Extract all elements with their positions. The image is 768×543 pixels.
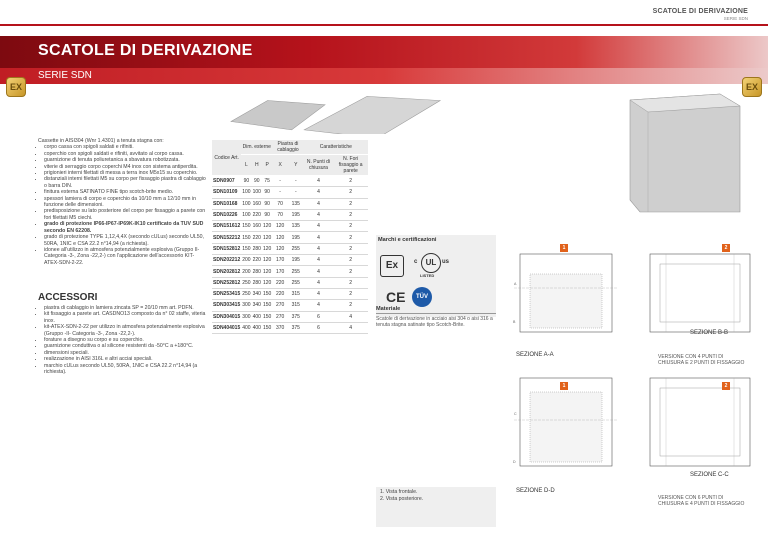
table-cell: 4	[304, 187, 334, 198]
table-cell: 90	[262, 187, 272, 198]
table-cell: 200	[241, 266, 251, 277]
table-cell: 4	[304, 300, 334, 311]
ul-us-label: us	[442, 259, 450, 265]
table-cell: 4	[333, 311, 368, 322]
accessory-item: • forature a disegno su corpo e su coperchio.	[44, 337, 208, 343]
table-cell: 220	[272, 277, 288, 288]
col-P: P	[262, 155, 272, 176]
table-row	[212, 221, 368, 232]
product-table	[212, 140, 368, 334]
table-cell: 370	[272, 322, 288, 333]
table-cell: 150	[262, 288, 272, 299]
section-cc-label: SEZIONE C-C	[690, 472, 729, 478]
table-cell: 90	[262, 198, 272, 209]
accessories-title: ACCESSORI	[38, 292, 98, 303]
table-row	[212, 176, 368, 187]
table-cell: 135	[288, 221, 304, 232]
table-row	[212, 209, 368, 220]
product-code-cell: SDN404015	[212, 322, 241, 333]
table-cell: 4	[304, 243, 334, 254]
description-item: • coperchio con spigoli saldati e rifiniti, avvitato al corpo cassa.	[44, 151, 208, 157]
table-row	[212, 288, 368, 299]
table-cell: 4	[304, 255, 334, 266]
atex-ex-icon: Ex	[380, 255, 404, 277]
table-cell: 90	[241, 176, 251, 187]
col-X: X	[272, 155, 288, 176]
legend-item-rear: 2. Vista posteriore.	[380, 496, 424, 502]
product-code-cell: SDN10226	[212, 209, 241, 220]
table-cell: 270	[272, 311, 288, 322]
description-item: • grado di protezione IP66-IP67-IP69K-IK10 certificato da TUV SUD secondo EN 62208.	[44, 221, 208, 234]
table-cell: 250	[241, 277, 251, 288]
table-cell: 170	[272, 266, 288, 277]
material-title: Materiale	[376, 306, 496, 314]
table-cell: 150	[262, 300, 272, 311]
table-cell: 120	[262, 232, 272, 243]
table-row	[212, 277, 368, 288]
table-cell: 2	[333, 266, 368, 277]
description-item: • prigionieri interni filettati di messa a terra inox M5x15 su coperchio.	[44, 170, 208, 176]
col-feat: Caratteristiche	[304, 140, 368, 155]
table-cell: 170	[272, 255, 288, 266]
col-H: H	[252, 155, 262, 176]
table-cell: 150	[241, 221, 251, 232]
table-cell: 340	[252, 288, 262, 299]
product-photos	[210, 88, 480, 134]
product-code-cell: SDN152812	[212, 243, 241, 254]
table-row	[212, 187, 368, 198]
table-cell: 75	[262, 176, 272, 187]
view-1b-badge: 1	[560, 382, 568, 390]
table-cell: 135	[288, 198, 304, 209]
certifications-panel	[376, 235, 496, 317]
table-cell: 255	[288, 243, 304, 254]
description-item: • grado di protezione TYPE 1,12,4,4X (secondo cULus) secondo UL50, 50RA, 1NIC e CSA 22.2 n°14,94 (a richiesta).	[44, 234, 208, 247]
view-2-badge: 2	[722, 244, 730, 252]
product-code-cell: SDN202212	[212, 255, 241, 266]
table-cell: 90	[262, 209, 272, 220]
section-dd-label: SEZIONE D-D	[516, 488, 555, 494]
ul-c-label: c	[414, 259, 418, 265]
table-cell: 4	[304, 198, 334, 209]
material-text: Scatole di derivazione in acciaio aisi 304 o aisi 316 a tenuta stagna satinate tipo Scotch-Brite.	[376, 316, 493, 328]
tuv-icon: TÜV	[412, 287, 432, 307]
table-cell: 150	[262, 311, 272, 322]
section-mark-c: C	[514, 412, 517, 416]
accessory-item: • realizzazione in AISI 316L e altri acciai speciali.	[44, 356, 208, 362]
table-cell: 340	[252, 300, 262, 311]
product-code-cell: SDN304015	[212, 311, 241, 322]
product-code-cell: SDN151612	[212, 221, 241, 232]
table-cell: 400	[241, 322, 251, 333]
table-cell: -	[288, 187, 304, 198]
description-item: • corpo cassa con spigoli saldati e rifiniti.	[44, 144, 208, 150]
description-item: • spessori lamiera di corpo e coperchio da 10/10 mm a 12/10 mm in funzione delle dimensioni.	[44, 196, 208, 209]
table-cell: -	[288, 176, 304, 187]
table-cell: 280	[252, 243, 262, 254]
page-subtitle: SERIE SDN	[38, 70, 92, 81]
certifications-title: Marchi e certificazioni	[378, 237, 437, 243]
accessory-item: • dimensioni speciali.	[44, 350, 208, 356]
table-cell: 120	[272, 243, 288, 254]
section-aa-label: SEZIONE A-A	[516, 352, 554, 358]
box-photo-tall	[610, 88, 750, 216]
table-cell: 160	[252, 221, 262, 232]
page-title: SCATOLE DI DERIVAZIONE	[38, 42, 253, 59]
section-bb-label: SEZIONE B-B	[690, 330, 729, 336]
table-cell: 195	[288, 232, 304, 243]
running-header	[653, 8, 748, 21]
table-cell: 6	[304, 322, 334, 333]
table-cell: 220	[252, 209, 262, 220]
accessory-item: • kit fissaggio a parete art. CASDNO13 composto da n° 02 staffe, viteria inox.	[44, 311, 208, 324]
table-cell: 160	[252, 198, 262, 209]
table-cell: 4	[304, 209, 334, 220]
description-item: • distanziali interni filettati M5 su corpo per fissaggio piastra di cablaggio o barra DIN.	[44, 176, 208, 189]
running-subtitle: SERIE SDN	[723, 16, 748, 21]
product-code-cell: SDN202812	[212, 266, 241, 277]
box-photo-small	[231, 101, 325, 130]
table-cell: 315	[288, 288, 304, 299]
table-cell: 6	[304, 311, 334, 322]
table-row	[212, 266, 368, 277]
table-cell: 100	[252, 187, 262, 198]
table-cell: 120	[272, 221, 288, 232]
table-cell: 4	[304, 176, 334, 187]
table-cell: 280	[252, 266, 262, 277]
table-cell: 400	[252, 311, 262, 322]
table-cell: 150	[241, 243, 251, 254]
box-photo-large	[304, 96, 440, 134]
table-cell: 90	[252, 176, 262, 187]
table-row	[212, 198, 368, 209]
table-cell: 2	[333, 209, 368, 220]
product-code-cell: SDN10168	[212, 198, 241, 209]
table-cell: 150	[262, 322, 272, 333]
subtitle-bar	[0, 68, 768, 84]
version-4-note: VERSIONE CON 4 PUNTI DI CHIUSURA E 2 PUNTI DI FISSAGGIO	[658, 354, 745, 366]
section-mark-d: D	[513, 460, 516, 464]
table-cell: 195	[288, 209, 304, 220]
table-cell: 250	[241, 288, 251, 299]
product-code-cell: SDN303415	[212, 300, 241, 311]
views-legend	[376, 487, 496, 527]
col-code: Codice Art.	[212, 140, 241, 176]
material-block	[376, 306, 496, 328]
col-dim: Dim. esterne	[241, 140, 272, 155]
col-F: N. Fori fissaggio a parete	[333, 155, 368, 176]
table-cell: 375	[288, 322, 304, 333]
table-cell: 400	[252, 322, 262, 333]
table-cell: 2	[333, 277, 368, 288]
table-cell: 270	[272, 300, 288, 311]
table-cell: 4	[304, 232, 334, 243]
table-cell: -	[272, 176, 288, 187]
table-cell: 200	[241, 255, 251, 266]
table-cell: -	[272, 187, 288, 198]
table-row	[212, 311, 368, 322]
description-item: • finitura esterna SATINATO FINE tipo scotch-brite medio.	[44, 189, 208, 195]
table-cell: 255	[288, 277, 304, 288]
accessories-block	[38, 305, 208, 375]
table-cell: 2	[333, 243, 368, 254]
col-L: L	[241, 155, 251, 176]
description-item: • guarnizione di tenuta poliuretanica a sbavatura robotizzata.	[44, 157, 208, 163]
running-title: SCATOLE DI DERIVAZIONE	[652, 8, 748, 15]
description-item: • viterie di serraggio corpo coperchi M4 inox con sistema antiperdita.	[44, 164, 208, 170]
table-cell: 220	[252, 232, 262, 243]
section-mark-b: B	[513, 320, 516, 324]
table-cell: 120	[262, 243, 272, 254]
table-cell: 375	[288, 311, 304, 322]
table-cell: 280	[252, 277, 262, 288]
table-cell: 220	[252, 255, 262, 266]
table-cell: 255	[288, 266, 304, 277]
col-Y: Y	[288, 155, 304, 176]
accessory-item: • marchio cULus secondo UL50, 50RA, 1NIC e CSA 22.2 n°14,94 (a richiesta).	[44, 363, 208, 376]
table-cell: 100	[241, 198, 251, 209]
col-N: N. Punti di chiusura	[304, 155, 334, 176]
table-cell: 2	[333, 255, 368, 266]
version-6-note: VERSIONE CON 6 PUNTI DI CHIUSURA E 4 PUNTI DI FISSAGGIO	[658, 495, 745, 507]
description-item: • idonee all'utilizzo in atmosfera potenzialmente esplosiva (Gruppo II-Categoria -3-, Zona -22,2-) con l'applicazione dell'accessorio KIT-ATEX-SDN-2-22.	[44, 247, 208, 266]
table-cell: 4	[304, 288, 334, 299]
table-body	[212, 176, 368, 334]
legend-item-front: 1. Vista frontale.	[380, 489, 418, 495]
table-cell: 100	[241, 187, 251, 198]
table-cell: 4	[333, 322, 368, 333]
accessories-list	[38, 305, 208, 375]
table-cell: 70	[272, 209, 288, 220]
description-block	[38, 138, 208, 266]
view-1-badge: 1	[560, 244, 568, 252]
table-cell: 2	[333, 232, 368, 243]
table-cell: 70	[272, 198, 288, 209]
table-cell: 220	[272, 288, 288, 299]
product-code-cell: SDN0907	[212, 176, 241, 187]
cul-listed-mark	[414, 253, 454, 279]
product-code-cell: SDN10109	[212, 187, 241, 198]
section-mark-a: A	[514, 282, 517, 286]
col-plate: Piastra di cablaggio	[272, 140, 303, 155]
table-cell: 4	[304, 277, 334, 288]
table-cell: 315	[288, 300, 304, 311]
accessory-item: • guarnizione conduttiva o al silicone resistenti da -50°C a +180°C.	[44, 343, 208, 349]
ul-icon: UL	[421, 253, 441, 273]
table-row	[212, 255, 368, 266]
top-divider	[0, 24, 768, 26]
table-cell: 120	[262, 266, 272, 277]
table-cell: 100	[241, 209, 251, 220]
ul-listed-label: LISTED	[420, 273, 435, 278]
table-cell: 2	[333, 221, 368, 232]
table-cell: 2	[333, 288, 368, 299]
ex-badge-right-icon: EX	[742, 77, 762, 97]
description-list	[38, 144, 208, 266]
table-cell: 150	[241, 232, 251, 243]
ce-icon: CE	[386, 289, 406, 305]
title-bar	[0, 36, 768, 68]
ex-badge-left-icon: EX	[6, 77, 26, 97]
description-item: • predisposizione su lato posteriore del corpo per fissaggio a parete con fori filettati M5 ciechi.	[44, 208, 208, 221]
table-row	[212, 232, 368, 243]
table-row	[212, 243, 368, 254]
table-cell: 2	[333, 176, 368, 187]
product-code-cell: SDN252812	[212, 277, 241, 288]
table-cell: 2	[333, 300, 368, 311]
table-cell: 120	[262, 255, 272, 266]
table-cell: 4	[304, 221, 334, 232]
table-cell: 120	[272, 232, 288, 243]
accessory-item: • kit-ATEX-SDN-2-22 per utilizzo in atmosfera potenzialmente esplosiva (Gruppo -II- Categoria -3-, Zona -22,2-).	[44, 324, 208, 337]
table-cell: 4	[304, 266, 334, 277]
table-row	[212, 322, 368, 333]
table-cell: 120	[262, 277, 272, 288]
table-cell: 195	[288, 255, 304, 266]
table-cell: 120	[262, 221, 272, 232]
product-code-cell: SDN152212	[212, 232, 241, 243]
product-code-cell: SDN253415	[212, 288, 241, 299]
description-intro: Cassette in AISI304 (Wnr 1.4301) a tenuta stagna con:	[38, 138, 164, 144]
table-row	[212, 300, 368, 311]
table-cell: 2	[333, 187, 368, 198]
view-2b-badge: 2	[722, 382, 730, 390]
accessory-item: • piastra di cablaggio in lamiera zincata SP = 20/10 mm art. PDFN.	[44, 305, 208, 311]
table-cell: 300	[241, 311, 251, 322]
table-cell: 300	[241, 300, 251, 311]
table-cell: 2	[333, 198, 368, 209]
